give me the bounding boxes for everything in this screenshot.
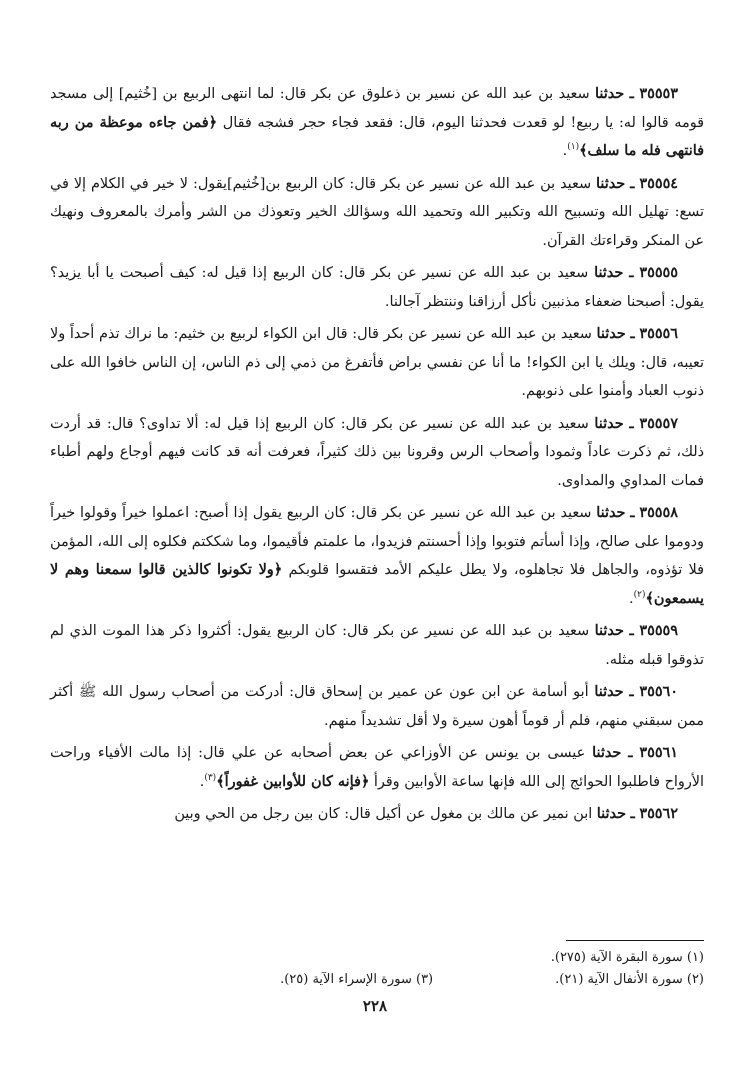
hadith-tail: . — [562, 143, 568, 159]
hadith-number: ٣٥٥٦١ — [639, 744, 679, 761]
page-number: ٢٢٨ — [362, 997, 388, 1015]
hadith-text: عيسى بن يونس عن الأوزاعي عن بعض أصحابه عن علي قال: إذا مالت الأفياء وراحت الأرواح فاطلبوا الحوائج إلى الله فإنها ساعة الأوابين وقرأ — [50, 745, 704, 790]
hadith-lead: حدثنا — [596, 325, 626, 342]
hadith-35553 — [50, 80, 704, 166]
hadith-number: ٣٥٥٥٩ — [639, 622, 679, 639]
hadith-lead: حدثنا — [592, 744, 622, 761]
hadith-sep: ـ — [629, 85, 634, 102]
hadith-lead: حدثنا — [596, 504, 626, 521]
hadith-35562 — [50, 800, 704, 829]
hadith-lead: حدثنا — [594, 414, 624, 432]
hadith-number: ٣٥٥٦٢ — [639, 805, 678, 822]
hadith-lead: حدثنا — [595, 85, 625, 102]
hadith-text: سعيد بن عبد الله عن نسير عن بكر قال: قال ابن الكواء لربيع بن خثيم: ما نراك تذم أحداً ولا تعيبه، قال: ويلك يا ابن الكواء! ما أنا عن نفسي براض فأتفرغ من ذمي إلى ذم الناس، إن الناس خافوا الله على ذنوب العباد وأمنوا على ذنوبهم. — [50, 326, 704, 399]
hadith-number: ٣٥٥٥٨ — [639, 504, 678, 521]
hadith-number: ٣٥٥٥٣ — [639, 85, 679, 102]
footnotes — [50, 940, 704, 991]
hadith-text: سعيد بن عبد الله عن نسير عن بكر قال: كان الربيع إذا قيل له: كيف أصبحت يا أبا يزيد؟ يقول: أصبحنا ضعفاء مذنبين نأكل أرزاقنا وننتظر آجالنا. — [50, 265, 704, 310]
hadith-number: ٣٥٥٥٦ — [639, 325, 679, 342]
hadith-35554 — [50, 170, 704, 256]
hadith-text: ابن نمير عن مالك بن مغول عن أكيل قال: كان بين رجل من الحي وبين — [174, 806, 593, 822]
footnote-3: (٣) سورة الإسراء الآية (٢٥). — [280, 972, 434, 987]
quran-quote: ﴿فمن جاءه موعظة من ربه فانتهى فله ما سلف﴾ — [50, 113, 704, 159]
hadith-text: سعيد بن عبد الله عن نسير عن بكر قال: كان الربيع يقول إذا أصبح: اعملوا خيراً وقولوا خيراً ودوموا على صالح، وإذا أسأتم فتوبوا وإذا أحسنتم فزيدوا، ما علمتم فأقيموا، وما شككتم فكلوه إلى الله، المؤمن فلا تؤذوه، والجاهل فلا تجاهلوه، ولا يطل عليكم الأمد فتقسوا قلوبكم — [50, 505, 705, 578]
footnote-marker: (٢) — [633, 589, 646, 600]
hadith-sep: ـ — [630, 805, 635, 822]
hadith-35555 — [50, 259, 704, 316]
hadith-tail: . — [629, 590, 634, 607]
hadith-lead: حدثنا — [594, 683, 624, 700]
hadith-sep: ـ — [629, 683, 634, 700]
hadith-sep: ـ — [630, 504, 635, 521]
hadith-35557 — [50, 410, 704, 496]
hadith-tail: . — [199, 773, 205, 790]
hadith-number: ٣٥٥٦٠ — [639, 683, 679, 700]
hadith-sep: ـ — [630, 174, 635, 192]
hadith-35559 — [50, 617, 704, 674]
hadith-text: سعيد بن عبد الله عن نسير عن بكر قال: كان الربيع إذا قيل له: ألا تداوى؟ قال: قد أردت ذلك، ثم ذكرت عاداً وثمودا وأصحاب الرس وقرونا بين ذلك كثيراً، فعرفت أنه قد كانت فيهم أوجاع ولهم أطباء فمات المداوي والمداوى. — [50, 415, 704, 489]
hadith-sep: ـ — [630, 325, 635, 342]
hadith-35560 — [50, 678, 704, 735]
hadith-text: سعيد بن عبد الله عن نسير عن بكر قال: كان الربيع بن[خُثيم]يقول: لا خير في الكلام إلا في تسع: تهليل الله وتسبيح الله وتكبير الله وتحميد الله وسؤالك الخير وتعوذك من الشر وأمرك بالمعروف ونهيك عن المنكر وقراءتك القرآن. — [50, 175, 704, 249]
hadith-35558 — [50, 499, 704, 613]
hadith-number: ٣٥٥٥٧ — [639, 414, 678, 432]
hadith-sep: ـ — [628, 744, 633, 761]
footnote-marker: (١) — [567, 142, 580, 153]
footnote-2: (٢) سورة الأنفال الآية (٢١). — [555, 972, 704, 987]
hadith-text: أبو أسامة عن ابن عون عن عمير بن إسحاق قال: أدركت من أصحاب رسول الله ﷺ أكثر ممن سبقني منهم، فلم أر قوماً أهون سيرة ولا أقل تشديداً منهم. — [50, 684, 704, 729]
hadith-number: ٣٥٥٥٥ — [639, 264, 679, 281]
hadith-sep: ـ — [629, 622, 634, 639]
quran-quote: ﴿فإنه كان للأوابين غفوراً﴾ — [216, 772, 370, 790]
quran-quote: ﴿ولا تكونوا كالذين قالوا سمعنا وهم لا يسمعون﴾ — [50, 561, 704, 607]
hadith-lead: حدثنا — [594, 264, 624, 281]
hadith-sep: ـ — [629, 264, 634, 281]
hadith-35556 — [50, 320, 704, 406]
hadith-lead: حدثنا — [594, 622, 624, 639]
footnote-row — [50, 969, 704, 991]
hadith-number: ٣٥٥٥٤ — [639, 174, 679, 192]
hadith-lead: حدثنا — [596, 805, 626, 822]
footnote-marker: (٣) — [204, 772, 217, 783]
footnote-1: (١) سورة البقرة الآية (٢٧٥). — [550, 950, 704, 965]
footnote-rule — [566, 940, 704, 941]
hadith-text: سعيد بن عبد الله عن نسير بن ذعلوق عن بكر قال: لما انتهى الربيع بن [خُثيم] إلى مسجد قومه قالوا له: يا ربيع! لو قعدت فحدثنا اليوم، قال: فقعد فجاء حجر فشجه فقال — [50, 86, 705, 131]
hadith-35561 — [50, 739, 704, 796]
hadith-lead: حدثنا — [596, 174, 626, 192]
hadith-text: سعيد بن عبد الله عن نسير عن بكر قال: كان الربيع يقول: أكثروا ذكر هذا الموت الذي لم تذوقوا قبله مثله. — [50, 623, 704, 668]
hadith-sep: ـ — [629, 414, 634, 432]
